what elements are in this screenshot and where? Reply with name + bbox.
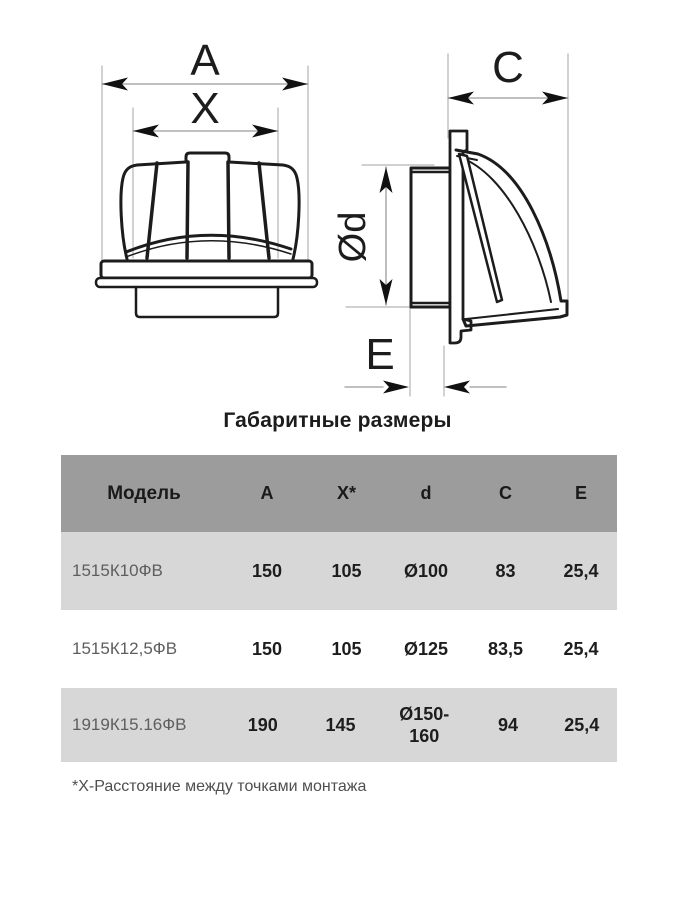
dim-label-A: A — [190, 36, 220, 85]
side-damper-flap — [459, 154, 502, 302]
dim-label-C: C — [492, 43, 524, 92]
value-x: 145 — [325, 714, 356, 735]
table-row — [61, 688, 617, 762]
front-plate-and-duct — [96, 261, 317, 317]
col-header-d: d — [420, 483, 432, 504]
dimension-C — [448, 43, 568, 105]
value-d: Ø125 — [403, 638, 449, 659]
value-e: 25,4 — [563, 638, 599, 659]
arrowhead-right-icon — [383, 381, 409, 394]
table-row — [61, 610, 617, 688]
value-x: 105 — [331, 638, 362, 659]
col-header-model: Модель — [107, 482, 181, 504]
col-header-e: E — [574, 483, 587, 504]
side-cowl-hood — [456, 150, 567, 326]
dimension-A — [102, 36, 308, 91]
model-name: 1515К12,5ФВ — [72, 639, 178, 659]
value-d: Ø150-160 — [399, 703, 450, 746]
dim-label-E: E — [365, 330, 395, 379]
dimension-drawings — [0, 0, 675, 435]
value-c: 83 — [495, 560, 516, 581]
model-name: 1515К10ФВ — [72, 561, 163, 581]
value-a: 150 — [251, 638, 283, 659]
table-row — [61, 532, 617, 610]
col-header-c: C — [499, 483, 512, 504]
table-title: Габаритные размеры — [223, 409, 452, 432]
value-d: Ø100 — [403, 560, 449, 581]
dim-label-X: X — [190, 84, 220, 133]
dim-label-d: Ød — [332, 211, 374, 263]
table-header-row — [61, 455, 617, 532]
table-footnote: *Х-Расстояние между точками монтажа — [72, 778, 367, 795]
dimensions-table — [61, 455, 617, 762]
value-e: 25,4 — [563, 560, 599, 581]
side-duct-tube — [411, 168, 450, 307]
dimension-E — [345, 330, 506, 394]
front-view-drawing — [96, 36, 317, 317]
side-view-drawing — [332, 43, 568, 396]
dimension-X — [133, 84, 278, 138]
value-c: 83,5 — [487, 638, 524, 659]
value-x: 105 — [331, 560, 362, 581]
col-header-a: A — [260, 483, 274, 504]
front-grille-cage — [121, 153, 299, 259]
arrowhead-left-icon — [444, 381, 470, 394]
value-c: 94 — [497, 714, 518, 735]
col-header-x: X* — [336, 483, 356, 504]
model-name: 1919К15.16ФВ — [72, 715, 187, 735]
value-a: 150 — [251, 560, 283, 581]
dimension-d — [332, 167, 393, 305]
value-a: 190 — [247, 714, 278, 735]
value-e: 25,4 — [564, 714, 600, 735]
